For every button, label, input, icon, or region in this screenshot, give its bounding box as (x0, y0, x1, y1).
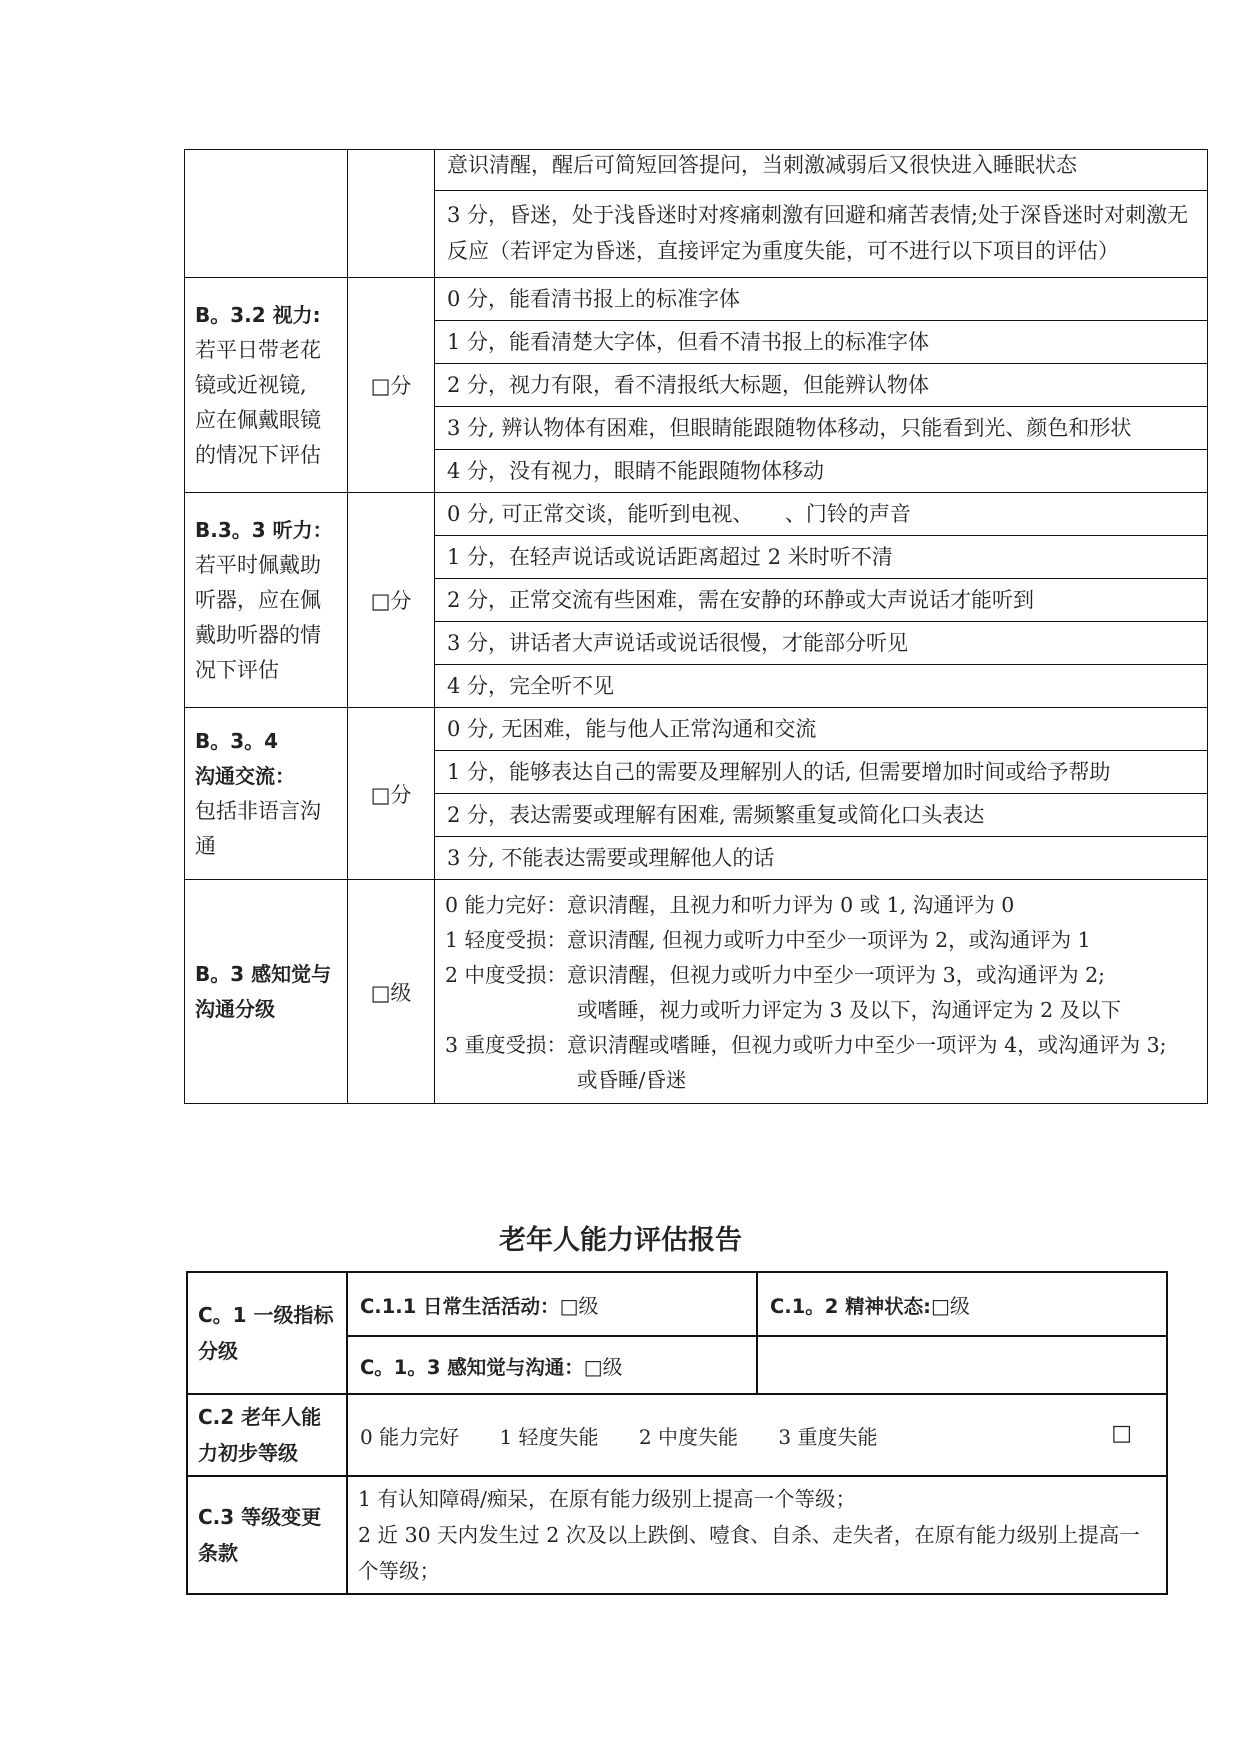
c2-row (187, 1394, 1167, 1476)
vision-options (435, 278, 1208, 493)
report-table (186, 1271, 1168, 1595)
c2-label (187, 1394, 347, 1476)
option: 0 分，能看清书报上的标准字体 (435, 278, 1207, 321)
option: 0 分, 可正常交谈，能听到电视、 、门铃的声音 (435, 493, 1207, 536)
option: 3 分, 辨认物体有困难，但眼睛能跟随物体移动，只能看到光、颜色和形状 (435, 407, 1207, 450)
perception-assessment-table (184, 149, 1208, 1104)
grade-option: 0 能力完好 (360, 1424, 460, 1449)
c1-label (187, 1272, 347, 1394)
criteria-line: 或嗜睡，视力或听力评定为 3 及以下，沟通评定为 2 及以下 (577, 997, 1122, 1022)
mental-cell (757, 1272, 1167, 1336)
grade-option: 3 重度失能 (778, 1424, 878, 1449)
criteria-line: 0 能力完好：意识清醒，且视力和听力评为 0 或 1, 沟通评为 0 (445, 892, 1015, 917)
vision-desc-line: 镜或近视镜, (195, 372, 307, 397)
hearing-options (435, 493, 1208, 708)
option: 1 分，在轻声说话或说话距离超过 2 米时听不清 (435, 536, 1207, 579)
consciousness-options (435, 150, 1208, 278)
grading-level-field[interactable]: □级 (348, 880, 435, 1104)
option: 3 分，昏迷，处于浅昏迷时对疼痛刺激有回避和痛苦表情;处于深昏迷时对刺激无反应（若评定为昏迷，直接评定为重度失能，可不进行以下项目的评估） (447, 203, 1189, 263)
option: 3 分, 不能表达需要或理解他人的话 (447, 846, 775, 870)
vision-label (185, 278, 348, 493)
c2-label-line: C.2 老年人能 (198, 1405, 322, 1429)
option: 4 分，没有视力，眼睛不能跟随物体移动 (447, 459, 825, 483)
hearing-score-field[interactable]: □分 (348, 493, 435, 708)
grade-option: 2 中度失能 (638, 1424, 738, 1449)
perception-label: C。1。3 感知觉与沟通： (360, 1355, 584, 1379)
adl-cell (347, 1272, 757, 1336)
vision-desc-line: 若平日带老花 (195, 337, 321, 362)
grade-checkbox[interactable]: □ (1111, 1420, 1132, 1446)
option: 意识清醒，醒后可简短回答提问，当刺激减弱后又很快进入睡眠状态 (435, 150, 1207, 191)
grade-option: 1 轻度失能 (499, 1424, 599, 1449)
communication-label (185, 708, 348, 880)
clause-line: 1 有认知障碍/痴呆，在原有能力级别上提高一个等级； (358, 1487, 856, 1511)
option: 2 分，表达需要或理解有困难, 需频繁重复或简化口头表达 (435, 794, 1207, 837)
criteria-line: 1 轻度受损：意识清醒, 但视力或听力中至少一项评为 2，或沟通评为 1 (445, 927, 1091, 952)
communication-score-field[interactable]: □分 (348, 708, 435, 880)
c2-label-line: 力初步等级 (198, 1441, 298, 1465)
hearing-desc-line: 若平时佩戴助 (195, 552, 321, 577)
c3-row (187, 1476, 1167, 1594)
communication-desc-line: 包括非语言沟 (195, 798, 321, 823)
adl-level-field[interactable]: □级 (559, 1293, 599, 1318)
hearing-desc-line: 听器，应在佩 (195, 587, 321, 612)
hearing-label (185, 493, 348, 708)
clause-line: 2 近 30 天内发生过 2 次及以上跌倒、噎食、自杀、走失者，在原有能力级别上提高一个等级； (358, 1523, 1140, 1583)
communication-row (185, 708, 1208, 880)
consciousness-row (185, 150, 1208, 278)
grading-title-line: 沟通分级 (195, 996, 275, 1021)
communication-desc-line: 通 (195, 833, 216, 858)
c1-label-line: C。1 一级指标 (198, 1303, 334, 1327)
hearing-row (185, 493, 1208, 708)
mental-label: C.1。2 精神状态: (770, 1294, 931, 1318)
c3-clauses (347, 1476, 1167, 1594)
consciousness-label-cell (185, 150, 348, 278)
perception-cell (347, 1336, 757, 1394)
option: 0 分, 无困难，能与他人正常沟通和交流 (435, 708, 1207, 751)
report-title: 老年人能力评估报告 (499, 1225, 742, 1256)
option: 2 分，正常交流有些困难，需在安静的环静或大声说话才能听到 (435, 579, 1207, 622)
vision-desc-line: 的情况下评估 (195, 442, 321, 467)
communication-options (435, 708, 1208, 880)
option: 3 分，讲话者大声说话或说话很慢，才能部分听见 (435, 622, 1207, 665)
communication-code: B。3。4 (195, 728, 279, 753)
vision-title: B。3.2 视力: (195, 302, 321, 327)
mental-level-field[interactable]: □级 (930, 1293, 970, 1318)
perception-grading-row (185, 880, 1208, 1104)
hearing-desc-line: 况下评估 (195, 657, 279, 682)
empty-cell (757, 1336, 1167, 1394)
vision-desc-line: 应在佩戴眼镜 (195, 407, 321, 432)
consciousness-score-cell (348, 150, 435, 278)
vision-score-field[interactable]: □分 (348, 278, 435, 493)
grading-label (185, 880, 348, 1104)
hearing-title: B.3。3 听力： (195, 517, 333, 542)
option: 4 分，完全听不见 (447, 674, 615, 698)
communication-title: 沟通交流： (195, 763, 295, 788)
c3-label (187, 1476, 347, 1594)
option: 2 分，视力有限，看不清报纸大标题，但能辨认物体 (435, 364, 1207, 407)
c3-label-line: C.3 等级变更 (198, 1505, 322, 1529)
grading-criteria (435, 880, 1208, 1104)
criteria-line: 3 重度受损：意识清醒或嗜睡，但视力或听力中至少一项评为 4，或沟通评为 3; (445, 1032, 1167, 1057)
option: 1 分，能够表达自己的需要及理解别人的话, 但需要增加时间或给予帮助 (435, 751, 1207, 794)
criteria-line: 2 中度受损：意识清醒，但视力或听力中至少一项评为 3，或沟通评为 2; (445, 962, 1106, 987)
c3-label-line: 条款 (198, 1541, 238, 1565)
c1-label-line: 分级 (198, 1339, 238, 1363)
criteria-line: 或昏睡/昏迷 (577, 1067, 687, 1092)
vision-row (185, 278, 1208, 493)
c2-grades (347, 1394, 1167, 1476)
grading-title-line: B。3 感知觉与 (195, 961, 332, 986)
option: 1 分，能看清楚大字体，但看不清书报上的标准字体 (435, 321, 1207, 364)
perception-level-field[interactable]: □级 (583, 1354, 623, 1379)
c1-row (187, 1272, 1167, 1336)
adl-label: C.1.1 日常生活活动： (360, 1294, 560, 1318)
hearing-desc-line: 戴助听器的情 (195, 622, 321, 647)
